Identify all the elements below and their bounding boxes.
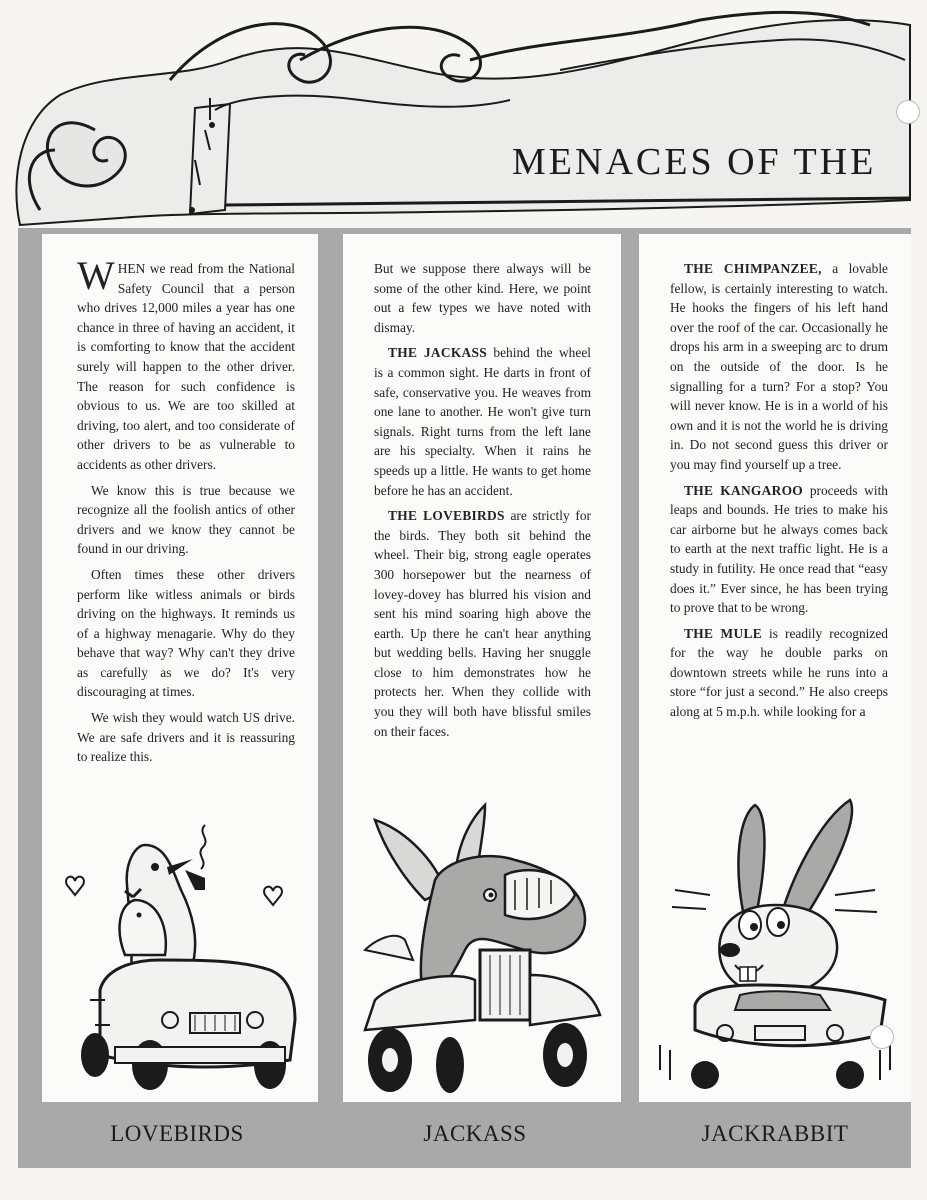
lovebirds-lead: THE LOVEBIRDS [388,508,505,524]
jackass-text: behind the wheel is a common sight. He darts in front of safe, conservative you. He weaves from one lane to another. He won't give turn signals. Right turns from the left lane are his specialty. When it rains he speeds up a little. He wants to get home before he has an accident. [374,345,591,498]
article-column-2 [374,259,591,747]
caption-jackrabbit: JACKRABBIT [701,1121,849,1146]
intro-paragraph [77,253,295,475]
article-column-1 [77,253,295,773]
page-title: MENACES OF THE [512,141,877,183]
binder-hole [870,1025,894,1049]
jackass-paragraph [374,343,591,500]
lovebirds-car-illustration [55,815,305,1100]
jackass-car-illustration [355,800,610,1100]
paragraph: We know this is true because we recognize all the foolish antics of other drivers and we know they cannot be found in our driving. [77,482,295,557]
lovebirds-paragraph [374,506,591,741]
mule-text: is readily recognized for the way he double parks on downtown streets while he runs into a store “for just a second.” He also creeps along at 5 m.p.h. while looking for a [670,625,888,720]
lovebirds-text: are strictly for the birds. They both sit behind the wheel. Their big, strong eagle operates 300 horsepower but the nearness of lovey-dovey has blurred his vision and sent his mind soaring high above the earth. Up there he can't hear anything but wedding bells. Having her snuggle close to him demonstrates how he protects her. When they collide with you they will both have blissful smiles on their faces. [374,508,591,739]
paragraph: We wish they would watch US drive. We are safe drivers and it is reassuring to realize this. [77,710,295,765]
intro-text: HEN we read from the National Safety Council that a person who drives 12,000 miles a year has one chance in three of having an accident, it is comforting to know that the accident surely will happen to the other driver. The reason for such confidence is obvious to us. We are too skilled at driving, too alert, and too considerate of other drivers to be as vulnerable to accidents as other drivers. [77,261,295,472]
jackrabbit-car-illustration [650,790,905,1095]
chimpanzee-paragraph [670,259,888,475]
chimpanzee-lead: THE CHIMPANZEE, [684,261,822,276]
binder-hole [896,100,920,124]
caption-lovebirds: LOVEBIRDS [110,1121,244,1146]
kangaroo-paragraph [670,481,888,618]
scroll-banner-illustration [0,0,927,240]
mule-paragraph [670,624,888,722]
paragraph: Often times these other drivers perform like witless animals or birds driving on the highways. It reminds us of a highway menagarie. Why do they behave that way? Why can't they drive as carefully as we do? It's very discouraging at times. [77,566,295,700]
drop-cap: W [77,253,115,298]
paragraph: But we suppose there always will be some of the other kind. Here, we point out a few types we have noted with dismay. [374,261,591,335]
article-column-3 [670,259,888,728]
kangaroo-text: proceeds with leaps and bounds. He tries to make his car airborne but he always comes back to earth at the next traffic light. He is a study in futility. He once read that “easy does it.” Ever since, he has been trying to prove that to be wrong. [670,482,888,616]
caption-jackass: JACKASS [423,1121,527,1146]
kangaroo-lead: THE KANGAROO [684,482,804,498]
jackass-lead: THE JACKASS [388,345,487,361]
mule-lead: THE MULE [684,625,762,641]
chimpanzee-text: a lovable fellow, is certainly interesting to watch. He hooks the fingers of his left hand over the roof of the car. Occasionally he drops his arm in a sweeping arc to drum on the outside of the door. Is he signalling for a turn? For a stop? You will never know. He is in a world of his own and it is not the world he is driving in. Do not second guess this driver or you may find yourself up a tree. [670,261,888,472]
